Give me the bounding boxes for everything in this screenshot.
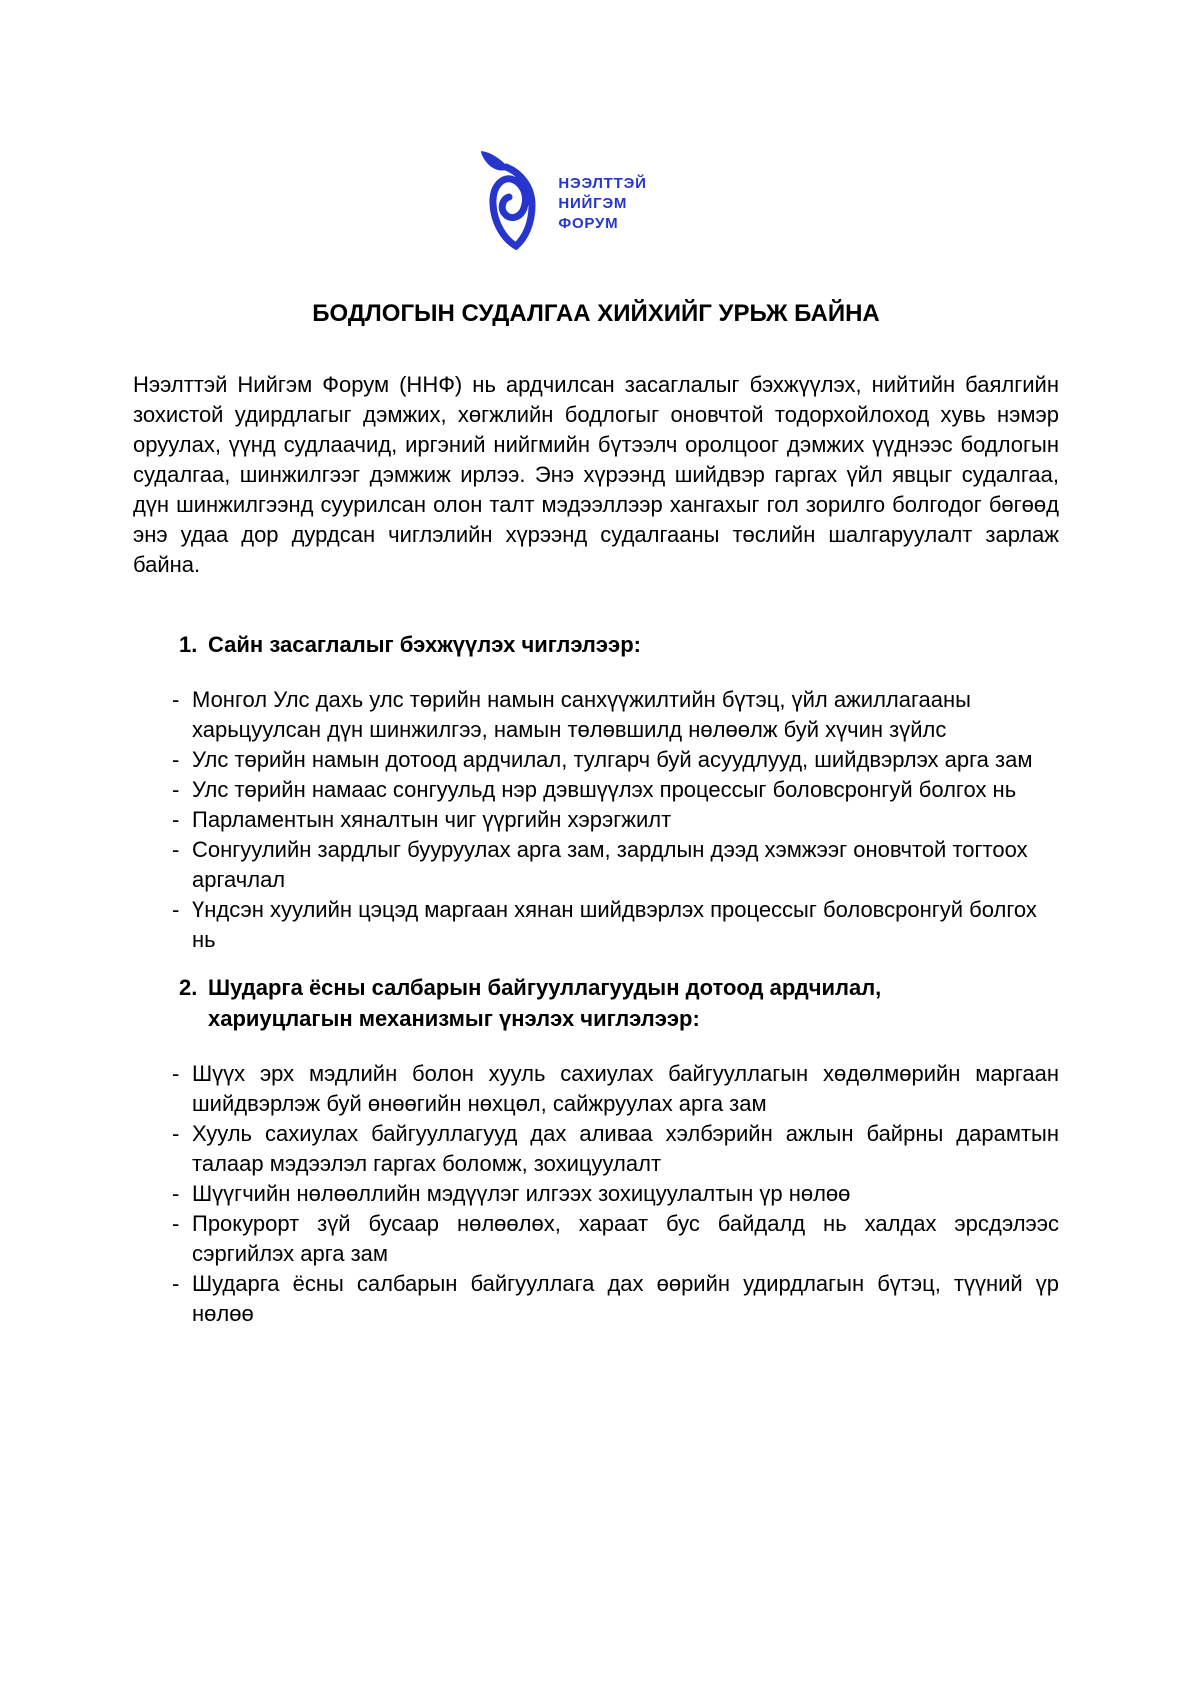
list-item [133,745,1059,775]
dash-marker: - [172,747,180,772]
logo-text [558,174,646,234]
dash-marker: - [172,1271,180,1296]
dash-marker: - [172,1121,180,1146]
intro-paragraph: Нээлттэй Нийгэм Форум (ННФ) нь ардчилсан засаглалыг бэхжүүлэх, нийтийн баялгийн зохистой удирдлагыг дэмжих, хөгжлийн бодлогыг оновчтой тодорхойлоход хувь нэмэр оруулах, үүнд судлаачид, иргэний нийгмийн бүтээлч оролцоог дэмжих үүднээс бодлогын судалгаа, шинжилгээг дэмжиж ирлээ. Энэ хүрээнд шийдвэр гаргах үйл явцыг судалгаа, дүн шинжилгээнд суурилсан олон талт мэдээллээр хангахыг гол зорилго болгодог бөгөөд энэ удаа дор дурдсан чиглэлийн хүрээнд судалгааны төслийн шалгаруулалт зарлаж байна. [133,372,1059,577]
dash-marker: - [172,837,180,862]
list-item [133,1059,1059,1119]
list-item-text: Парламентын хяналтын чиг үүргийн хэрэгжилт [192,807,672,832]
section-1-heading [133,629,1059,660]
list-item-text: Шүүгчийн нөлөөллийн мэдүүлэг илгээх зохицуулалтын үр нөлөө [192,1181,851,1206]
section-2-number: 2. [179,975,198,1000]
list-item-text: Сонгуулийн зардлыг бууруулах арга зам, зардлын дээд хэмжээг оновчтой тогтоох аргачлал [192,837,1028,892]
section-1-heading-text: Сайн засаглалыг бэхжүүлэх чиглэлээр: [208,632,641,657]
logo [100,148,1026,252]
dash-marker: - [172,687,180,712]
list-item-text: Монгол Улс дахь улс төрийн намын санхүүжилтийн бүтэц, үйл ажиллагааны харьцуулсан дүн шинжилгээ, намын төлөвшилд нөлөөлж буй хүчин зүйлс [192,687,971,742]
list-item-text: Прокурорт зүй бусаар нөлөөлөх, хараат бус байдалд нь халдах эрсдэлээс сэргийлэх арга зам [192,1211,1059,1266]
list-item [133,1179,1059,1209]
dash-marker: - [172,807,180,832]
list-item-text: Үндсэн хуулийн цэцэд маргаан хянан шийдвэрлэх процессыг боловсронгуй болгох нь [192,897,1037,952]
list-item [133,805,1059,835]
dash-marker: - [172,897,180,922]
logo-text-line: НЭЭЛТТЭЙ [558,175,647,192]
logo-text-line: ФОРУМ [558,215,619,232]
list-item [133,775,1059,805]
list-item [133,895,1059,955]
list-item-text: Шударга ёсны салбарын байгууллага дах өөрийн удирдлагын бүтэц, түүний үр нөлөө [192,1271,1059,1326]
list-item [133,835,1059,895]
list-item [133,1209,1059,1269]
list-item-text: Улс төрийн намын дотоод ардчилал, тулгарч буй асуудлууд, шийдвэрлэх арга зам [192,747,1033,772]
list-item-text: Улс төрийн намаас сонгуульд нэр дэвшүүлэх процессыг боловсронгуй болгох нь [192,777,1017,802]
spiral-tail [481,151,509,170]
list-item [133,1119,1059,1179]
dash-marker: - [172,777,180,802]
section-1-number: 1. [179,632,198,657]
dash-marker: - [172,1061,180,1086]
section-2-heading [133,972,1059,1034]
section-2-heading-text: Шударга ёсны салбарын байгууллагуудын дотоод ардчилал, хариуцлагын механизмыг үнэлэх чиглэлээр: [208,975,882,1031]
section-1-list [133,685,1059,955]
list-item [133,685,1059,745]
logo-text-line: НИЙГЭМ [558,195,628,212]
dash-marker: - [172,1211,180,1236]
list-item-text: Хууль сахиулах байгууллагууд дах аливаа хэлбэрийн ажлын байрны дарамтын талаар мэдээлэл гаргах боломж, зохицуулалт [192,1121,1059,1176]
spiral-swirl-icon [479,148,541,252]
dash-marker: - [172,1181,180,1206]
document-title: БОДЛОГЫН СУДАЛГАА ХИЙХИЙГ УРЬЖ БАЙНА [312,300,880,327]
list-item-text: Шүүх эрх мэдлийн болон хууль сахиулах байгууллагын хөдөлмөрийн маргаан шийдвэрлэж буй өнөөгийн нөхцөл, сайжруулах арга зам [192,1061,1059,1116]
section-2-list [133,1059,1059,1329]
list-item [133,1269,1059,1329]
